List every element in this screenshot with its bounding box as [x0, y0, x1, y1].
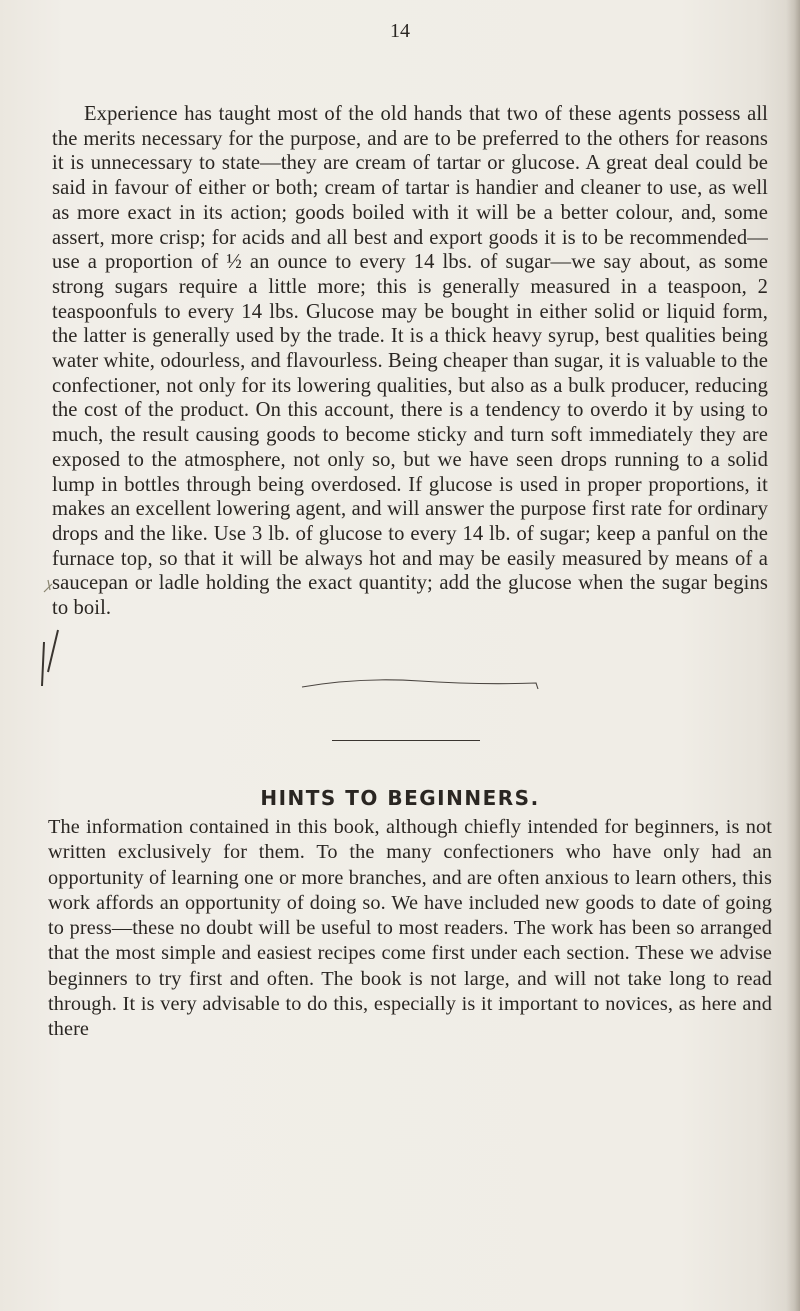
section-divider — [332, 740, 480, 741]
page-edge-shadow — [786, 0, 800, 1311]
section-paragraph: The information contained in this book, although chiefly intended for beginners, is not written exclusively for them. To the many confectioners who have only had an opportunity of learning one or more branches, and are often anxious to learn others, this work affords an opportunity of doing so. We have included new goods to date of going to press—these no doubt will be useful to most readers. The work has been so arranged that the most simple and easiest recipes come first under each section. These we advise beginners to try first and often. The book is not large, and will not take long to read through. It is very advisable to do this, especially is it important to novices, as here and there — [48, 816, 772, 1041]
section-heading: HINTS TO BEGINNERS. — [260, 786, 540, 810]
page-number: 14 — [390, 20, 410, 42]
body-paragraph: Experience has taught most of the old hands that two of these agents possess all the merits necessary for the purpose, and are to be preferred to the others for reasons it is unnecessary to state—they are cream of tartar or glucose. A great deal could be said in favour of either or both; cream of tartar is handier and cleaner to use, as well as more exact in its action; goods boiled with it will be a better colour, and, some assert, more crisp; for acids and all best and export goods it is to be recommended—use a proportion of ½ an ounce to every 14 lbs. of sugar—we say about, as some strong sugars require a little more; this is generally measured in a teaspoon, 2 teaspoonfuls to every 14 lbs. Glucose may be bought in either solid or liquid form, the latter is generally used by the trade. It is a thick heavy syrup, best qualities being water white, odourless, and flavourless. Being cheaper than sugar, it is valuable to the confectioner, not only for its lowering qualities, but also as a bulk producer, reducing the cost of the product. On this account, there is a tendency to overdo it by using to much, the result causing goods to become sticky and turn soft immediately they are exposed to the atmosphere, not only so, but we have seen drops running to a solid lump in bottles through being overdosed. If glucose is used in proper proportions, it makes an excellent lowering agent, and will answer the purpose first rate for ordinary drops and the like. Use 3 lb. of glucose to every 14 lb. of sugar; keep a panful on the furnace top, so that it will be always hot and may be easily measured by means of a saucepan or ladle holding the exact quantity; add the glucose when the sugar begins to boil. — [52, 103, 768, 620]
pencil-underline-mark — [300, 675, 540, 695]
pencil-margin-mark-icon — [30, 576, 70, 696]
